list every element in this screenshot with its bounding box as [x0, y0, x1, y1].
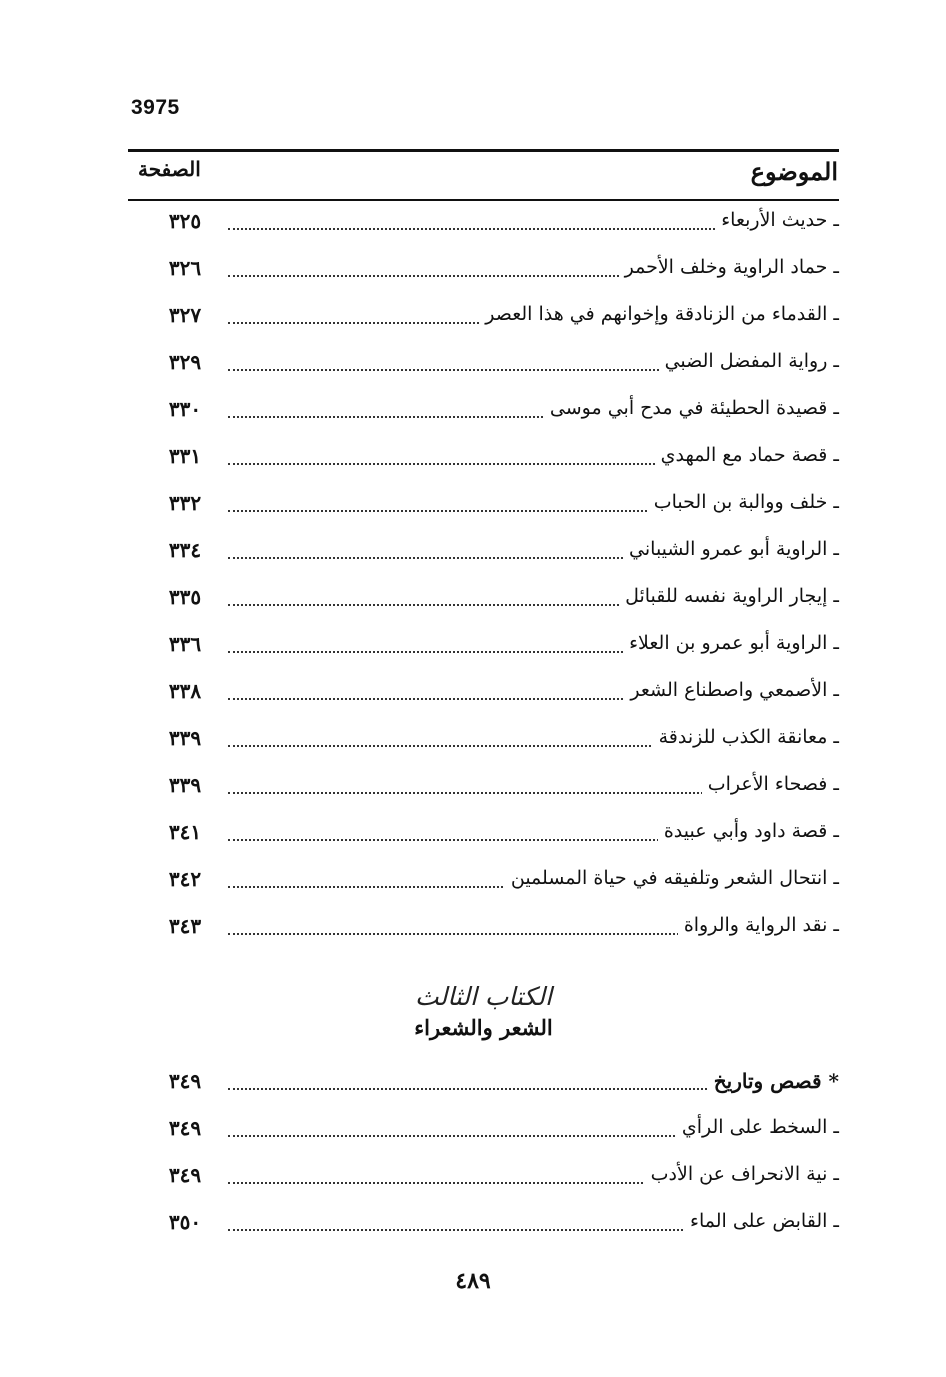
toc-entry-page: ٣٣٨ — [168, 679, 202, 703]
toc-entry-page: ٣٤٩ — [168, 1069, 202, 1093]
toc-entry — [128, 438, 839, 485]
toc-entry-page: ٣٣٥ — [168, 585, 202, 609]
toc-entry-page: ٣٣٠ — [168, 397, 202, 421]
toc-entry-title: ـ القدماء من الزنادقة وإخوانهم في هذا العصر — [479, 303, 839, 325]
toc-entry-title: ـ الأصمعي واصطناع الشعر — [624, 679, 839, 701]
toc-entry-title: ـ انتحال الشعر وتلفيقه في حياة المسلمين — [505, 867, 839, 889]
toc-entry-title: ـ الراوية أبو عمرو بن العلاء — [623, 632, 839, 654]
toc-entry — [128, 1063, 839, 1110]
toc-entry-title: ـ قصة داود وأبي عبيدة — [658, 820, 839, 842]
toc-entry-page: ٣٢٥ — [168, 209, 202, 233]
toc-entry — [128, 720, 839, 767]
toc-entry — [128, 391, 839, 438]
toc-entry-page: ٣٢٩ — [168, 350, 202, 374]
toc-entry-page: ٣٣٩ — [168, 726, 202, 750]
toc-entry-page: ٣٢٧ — [168, 303, 202, 327]
toc-entry — [128, 673, 839, 720]
toc-entry — [128, 908, 839, 955]
toc-entry-title: ـ خلف ووالبة بن الحباب — [648, 491, 839, 513]
topic-column-header: الموضوع — [750, 157, 838, 186]
toc-entry-page: ٣٤٣ — [168, 914, 202, 938]
toc-entry-page: ٣٢٦ — [168, 256, 202, 280]
page-number: ٤٨٩ — [455, 1268, 491, 1294]
toc-entry-title: ـ حديث الأربعاء — [715, 209, 839, 231]
toc-entry — [128, 485, 839, 532]
toc-entry — [128, 532, 839, 579]
toc-entry-title: ـ نقد الرواية والرواة — [678, 914, 839, 936]
toc-entry — [128, 861, 839, 908]
toc-entry — [128, 203, 839, 250]
toc-entry-title: ـ الراوية أبو عمرو الشيباني — [623, 538, 839, 560]
toc-entry-title: ـ قصيدة الحطيئة في مدح أبي موسى — [544, 397, 839, 419]
toc-entry — [128, 626, 839, 673]
toc-entry — [128, 1157, 839, 1204]
toc-entry-title: ـ معانقة الكذب للزندقة — [653, 726, 839, 748]
toc-entry-title: ـ رواية المفضل الضبي — [659, 350, 839, 372]
book-title: الكتاب الثالث — [415, 982, 552, 1011]
toc-entry — [128, 767, 839, 814]
toc-entry — [128, 250, 839, 297]
toc-entry-page: ٣٤٩ — [168, 1163, 202, 1187]
toc-entry-page: ٣٣٤ — [168, 538, 202, 562]
toc-entry-page: ٣٤١ — [168, 820, 202, 844]
header-rule — [128, 199, 839, 201]
toc-section-2 — [128, 1063, 839, 1251]
document-code: 3975 — [131, 96, 180, 119]
page-column-header: الصفحة — [138, 157, 201, 181]
toc-entry-page: ٣٣١ — [168, 444, 202, 468]
toc-entry-page: ٣٤٢ — [168, 867, 202, 891]
toc-entry — [128, 579, 839, 626]
toc-entry-page: ٣٥٠ — [168, 1210, 202, 1234]
toc-entry-page: ٣٣٢ — [168, 491, 202, 515]
toc-entry-page: ٣٤٩ — [168, 1116, 202, 1140]
toc-entry-page: ٣٣٩ — [168, 773, 202, 797]
toc-entry — [128, 344, 839, 391]
toc-entry-title: ـ حماد الراوية وخلف الأحمر — [619, 256, 839, 278]
toc-entry — [128, 1110, 839, 1157]
toc-entry-title: ـ السخط على الرأي — [676, 1116, 839, 1138]
book-subtitle: الشعر والشعراء — [414, 1015, 553, 1040]
toc-entry — [128, 1204, 839, 1251]
toc-entry-page: ٣٣٦ — [168, 632, 202, 656]
toc-entry-title: ـ القابض على الماء — [684, 1210, 839, 1232]
toc-entry-title: ـ فصحاء الأعراب — [702, 773, 839, 795]
toc-section-1 — [128, 203, 839, 955]
book-heading — [128, 982, 839, 1040]
top-rule — [128, 149, 839, 152]
toc-entry-title: * قصص وتاريخ — [708, 1069, 839, 1093]
toc-entry-title: ـ قصة حماد مع المهدي — [655, 444, 839, 466]
toc-entry — [128, 814, 839, 861]
toc-entry-title: ـ نية الانحراف عن الأدب — [645, 1163, 839, 1185]
toc-entry-title: ـ إيجار الراوية نفسه للقبائل — [619, 585, 839, 607]
toc-entry — [128, 297, 839, 344]
